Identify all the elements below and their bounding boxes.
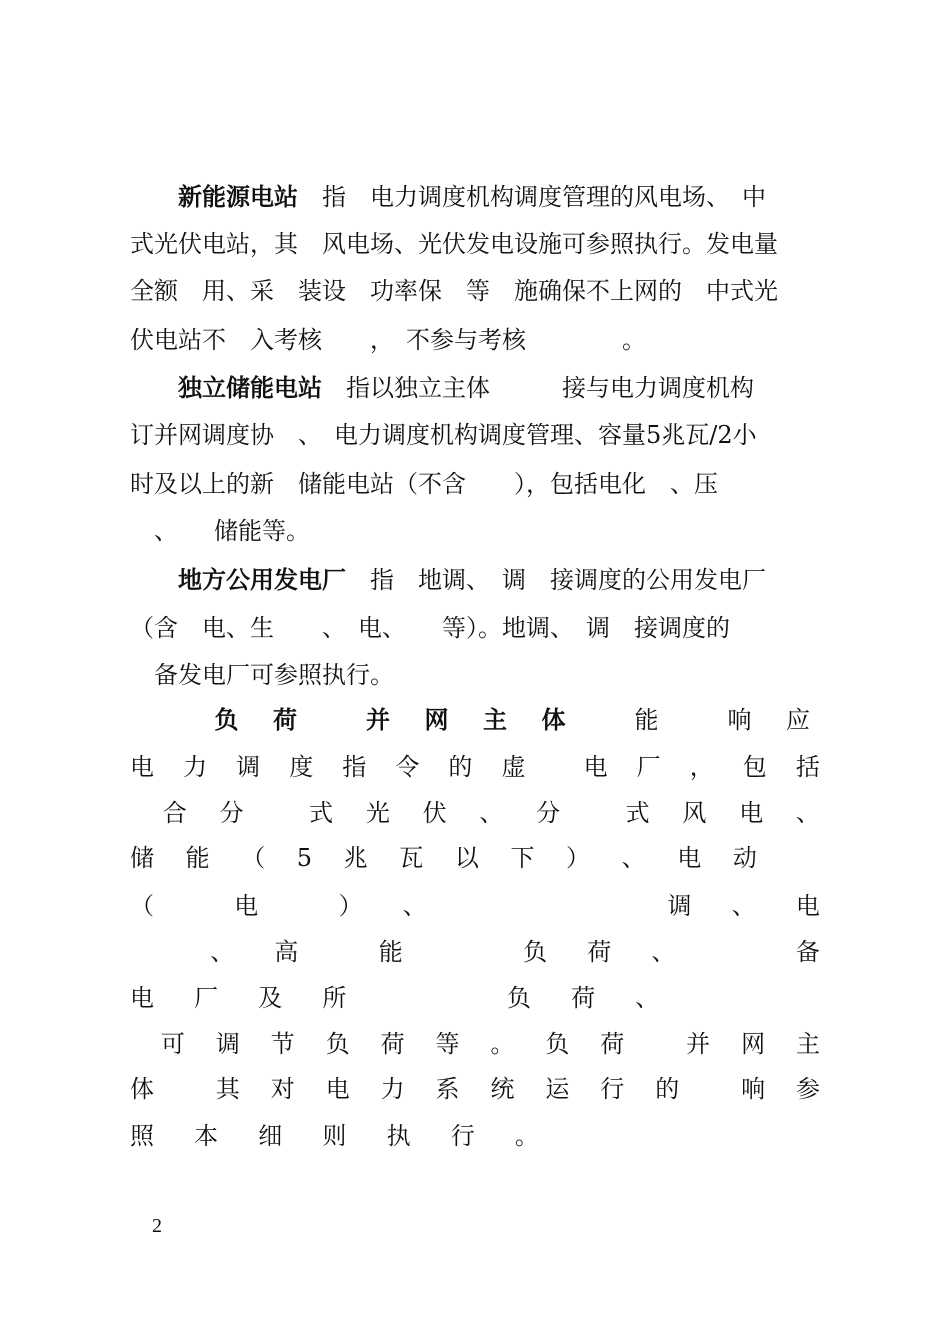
char: 荷 [587, 938, 612, 966]
paragraph-1-line-3: 全额 用、采 装设 功率保 等 施确保不上网的 中式光 [130, 277, 778, 305]
char: 负 [545, 1030, 570, 1058]
char: 并 [366, 705, 390, 734]
char: 响 [741, 1075, 766, 1103]
paragraph-text: 指以独立主体 接与电力调度机构 [322, 374, 754, 402]
char: 调 [236, 753, 261, 781]
char: 则 [322, 1122, 347, 1150]
char: 荷 [273, 705, 297, 734]
char: 调 [667, 892, 692, 920]
char: 细 [258, 1122, 283, 1150]
char: 网 [741, 1030, 766, 1058]
char: 括 [795, 753, 820, 781]
char: 的 [448, 753, 473, 781]
paragraph-4-line-6 [130, 929, 820, 975]
char: 响 [727, 706, 752, 734]
char: 、 [210, 938, 235, 966]
paragraph-2-line-3: 时及以上的新 储能电站（不含 ），包括电化 、压 [130, 470, 718, 498]
char: 统 [490, 1075, 515, 1103]
char: 、 [621, 844, 646, 872]
char: 本 [194, 1122, 219, 1150]
char: 负 [506, 984, 531, 1012]
char: 式 [309, 799, 334, 827]
char: ， [689, 753, 714, 781]
char: 、 [479, 799, 504, 827]
char: 电 [130, 984, 154, 1012]
char: （ [130, 892, 154, 920]
page-number: 2 [152, 1215, 162, 1237]
char: 电 [739, 799, 764, 827]
char: 高 [274, 938, 299, 966]
char: 虚 [501, 753, 526, 781]
paragraph-1-line-2: 式光伏电站，其 风电场、光伏发电设施可参照执行。发电量 [130, 230, 778, 258]
char: 体 [541, 705, 566, 734]
char: 负 [214, 705, 239, 734]
char: 风 [682, 799, 707, 827]
char: 参 [795, 1075, 820, 1103]
char: 调 [215, 1030, 240, 1058]
char: 。 [490, 1030, 515, 1058]
char: 以 [454, 844, 479, 872]
char: 包 [742, 753, 767, 781]
char: 令 [395, 753, 420, 781]
char: 等 [435, 1030, 460, 1058]
char: 节 [270, 1030, 295, 1058]
paragraph-text: 指 电力调度机构调度管理的风电场、 中 [298, 183, 766, 211]
char: 能 [378, 938, 403, 966]
char: 力 [183, 753, 208, 781]
char: 能 [634, 706, 659, 734]
paragraph-3-line-3: 备发电厂可参照执行。 [130, 661, 394, 689]
char: 行 [600, 1075, 625, 1103]
char: 电 [583, 753, 608, 781]
char: 储 [130, 844, 154, 872]
char: 力 [380, 1075, 405, 1103]
char: 荷 [600, 1030, 625, 1058]
char: ） [338, 892, 363, 920]
char: 体 [130, 1075, 154, 1103]
char: 执 [386, 1122, 411, 1150]
paragraph-4-line-8 [130, 1021, 820, 1067]
char: 的 [655, 1075, 680, 1103]
char: 合 [162, 799, 187, 827]
char: 照 [130, 1122, 154, 1150]
char: 系 [435, 1075, 460, 1103]
char: 伏 [422, 799, 447, 827]
char: 度 [289, 753, 314, 781]
char: （ [241, 844, 266, 872]
char: 动 [732, 844, 757, 872]
char: 电 [325, 1075, 350, 1103]
char: 指 [342, 753, 367, 781]
char: 分 [536, 799, 561, 827]
char: 、 [651, 938, 676, 966]
char: 电 [677, 844, 702, 872]
char: 主 [795, 1030, 820, 1058]
char: 式 [625, 799, 650, 827]
term-independent-storage-station: 独立储能电站 [178, 373, 322, 402]
paragraph-2-line-2: 订并网调度协 、 电力调度机构调度管理、容量5兆瓦/2小 [130, 421, 757, 449]
paragraph-1-line-1 [130, 174, 820, 220]
paragraph-1-line-4: 伏电站不 入考核 ， 不参与考核 。 [130, 326, 646, 354]
char: 其 [215, 1075, 240, 1103]
char: 备 [795, 938, 820, 966]
char: 光 [365, 799, 390, 827]
char: 行 [450, 1122, 475, 1150]
char: 、 [731, 892, 756, 920]
char: 并 [686, 1030, 711, 1058]
char: 电 [234, 892, 259, 920]
paragraph-4-line-1 [180, 697, 810, 743]
paragraph-4-line-3 [130, 790, 820, 836]
paragraph-4-line-7 [130, 975, 820, 1021]
char: 网 [424, 705, 449, 734]
char: 及 [258, 984, 283, 1012]
char: 能 [185, 844, 210, 872]
char: 可 [160, 1030, 185, 1058]
char: 应 [786, 706, 810, 734]
term-new-energy-station: 新能源电站 [178, 182, 298, 211]
char: 厂 [194, 984, 219, 1012]
paragraph-text: 指 地调、 调 接调度的公用发电厂 [346, 566, 766, 594]
char: 下 [510, 844, 535, 872]
paragraph-2-line-1 [130, 365, 820, 411]
char: 负 [523, 938, 548, 966]
char: 。 [514, 1122, 539, 1150]
paragraph-4-line-4 [130, 835, 820, 881]
char: 兆 [343, 844, 368, 872]
term-local-public-power-plant: 地方公用发电厂 [178, 565, 346, 594]
char: 5 [296, 844, 313, 872]
paragraph-4-line-2 [130, 744, 820, 790]
char: 荷 [380, 1030, 405, 1058]
paragraph-3-line-1 [130, 557, 820, 603]
char: 厂 [636, 753, 661, 781]
paragraph-4-line-9 [130, 1066, 820, 1112]
paragraph-2-line-4: 、 储能等。 [130, 517, 310, 545]
char: 运 [545, 1075, 570, 1103]
char: 分 [219, 799, 244, 827]
char: 荷 [571, 984, 596, 1012]
char: 、 [402, 892, 427, 920]
char: 、 [795, 799, 820, 827]
char: 瓦 [399, 844, 424, 872]
char: 所 [322, 984, 347, 1012]
char: 对 [270, 1075, 295, 1103]
char: 电 [130, 753, 154, 781]
paragraph-4-line-10 [130, 1113, 820, 1159]
char: 、 [635, 984, 660, 1012]
char: 电 [795, 892, 820, 920]
char: ） [566, 844, 591, 872]
paragraph-3-line-2: （含 电、生 、 电、 等）。地调、 调 接调度的 [130, 614, 730, 642]
char: 负 [325, 1030, 350, 1058]
char: 主 [483, 705, 507, 734]
paragraph-4-line-5 [130, 883, 820, 929]
